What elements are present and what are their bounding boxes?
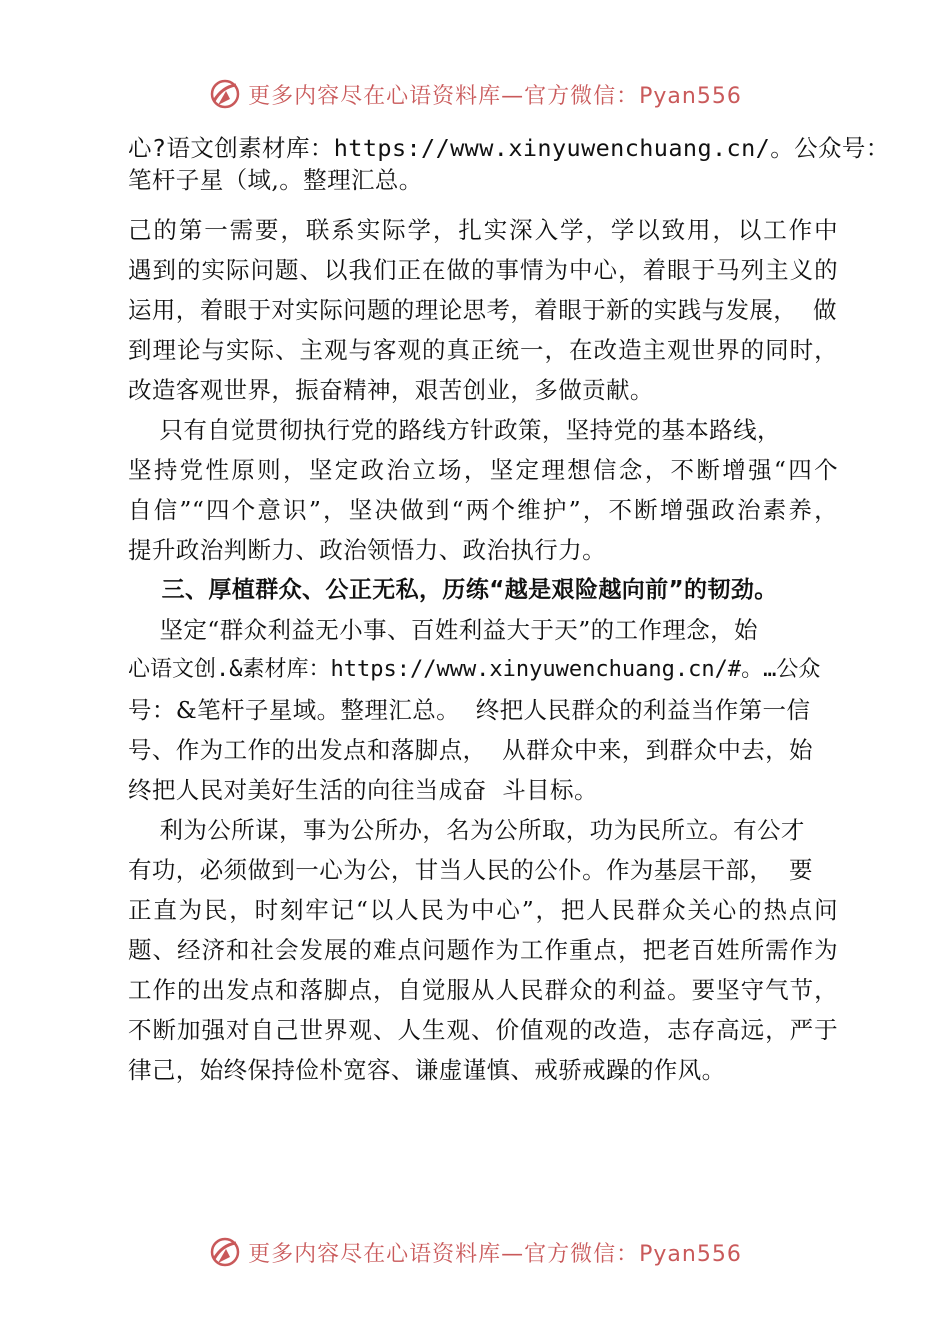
section-heading-3: 三、厚植群众、公正无私，历练“越是艰险越向前”的韧劲。 [128, 577, 778, 603]
brand-logo-icon [208, 1235, 242, 1269]
paragraph-1-line-5: 改造客观世界，振奋精神，艰苦创业，多做贡献。 [128, 376, 654, 404]
paragraph-4-line-5: 工作的出发点和落脚点，自觉服从人民群众的利益。要坚守气节， [128, 976, 838, 1004]
paragraph-3-line-5: 终把人民对美好生活的向往当成奋 斗目标。 [128, 776, 598, 804]
paragraph-1-line-4: 到理论与实际、主观与客观的真正统一，在改造主观世界的同时， [128, 336, 838, 364]
banner-text: 更多内容尽在心语资料库—官方微信：Pyan556 [248, 83, 742, 109]
header-note-line-2: 笔杆子星（域,。整理汇总。 [128, 166, 423, 194]
header-note-line-1: 心?语文创素材库：https://www.xinyuwenchuang.cn/。公众号： [128, 134, 890, 162]
paragraph-2-line-3: 自信”“四个意识”，坚决做到“两个维护”，不断增强政治素养， [128, 496, 838, 524]
paragraph-2-line-1: 只有自觉贯彻执行党的路线方针政策，坚持党的基本路线， [128, 416, 781, 444]
paragraph-3-line-3: 号：&笔杆子星域。整理汇总。 终把人民群众的利益当作第一信 [128, 696, 811, 724]
paragraph-3-line-4: 号、作为工作的出发点和落脚点， 从群众中来，到群众中去，始 [128, 736, 813, 764]
paragraph-4-line-3: 正直为民，时刻牢记“以人民为中心”，把人民群众关心的热点问 [128, 896, 838, 924]
paragraph-2-line-2: 坚持党性原则，坚定政治立场，坚定理想信念，不断增强“四个 [128, 456, 838, 484]
header-banner [0, 70, 950, 118]
paragraph-3-line-2: 心语文创.&素材库：https://www.xinyuwenchuang.cn/#。…公众 [128, 657, 821, 682]
paragraph-2-line-4: 提升政治判断力、政治领悟力、政治执行力。 [128, 536, 606, 564]
paragraph-4-line-2: 有功，必须做到一心为公，甘当人民的公仆。作为基层干部， 要 [128, 856, 813, 884]
paragraph-1-line-2: 遇到的实际问题、以我们正在做的事情为中心，着眼于马列主义的 [128, 256, 838, 284]
brand-logo-icon [208, 77, 242, 111]
paragraph-4-line-7: 律己，始终保持俭朴宽容、谦虚谨慎、戒骄戒躁的作风。 [128, 1056, 726, 1084]
paragraph-1-line-1: 己的第一需要，联系实际学，扎实深入学，学以致用，以工作中 [128, 216, 838, 244]
paragraph-4-line-1: 利为公所谋，事为公所办，名为公所取，功为民所立。有公才 [128, 816, 805, 844]
banner-text: 更多内容尽在心语资料库—官方微信：Pyan556 [248, 1241, 742, 1267]
paragraph-4-line-6: 不断加强对自己世界观、人生观、价值观的改造，志存高远，严于 [128, 1016, 838, 1044]
paragraph-3-line-1: 坚定“群众利益无小事、百姓利益大于天”的工作理念，始 [128, 616, 758, 644]
paragraph-1-line-3: 运用，着眼于对实际问题的理论思考，着眼于新的实践与发展， 做 [128, 296, 837, 324]
paragraph-4-line-4: 题、经济和社会发展的难点问题作为工作重点，把老百姓所需作为 [128, 936, 838, 964]
footer-banner [0, 1228, 950, 1276]
